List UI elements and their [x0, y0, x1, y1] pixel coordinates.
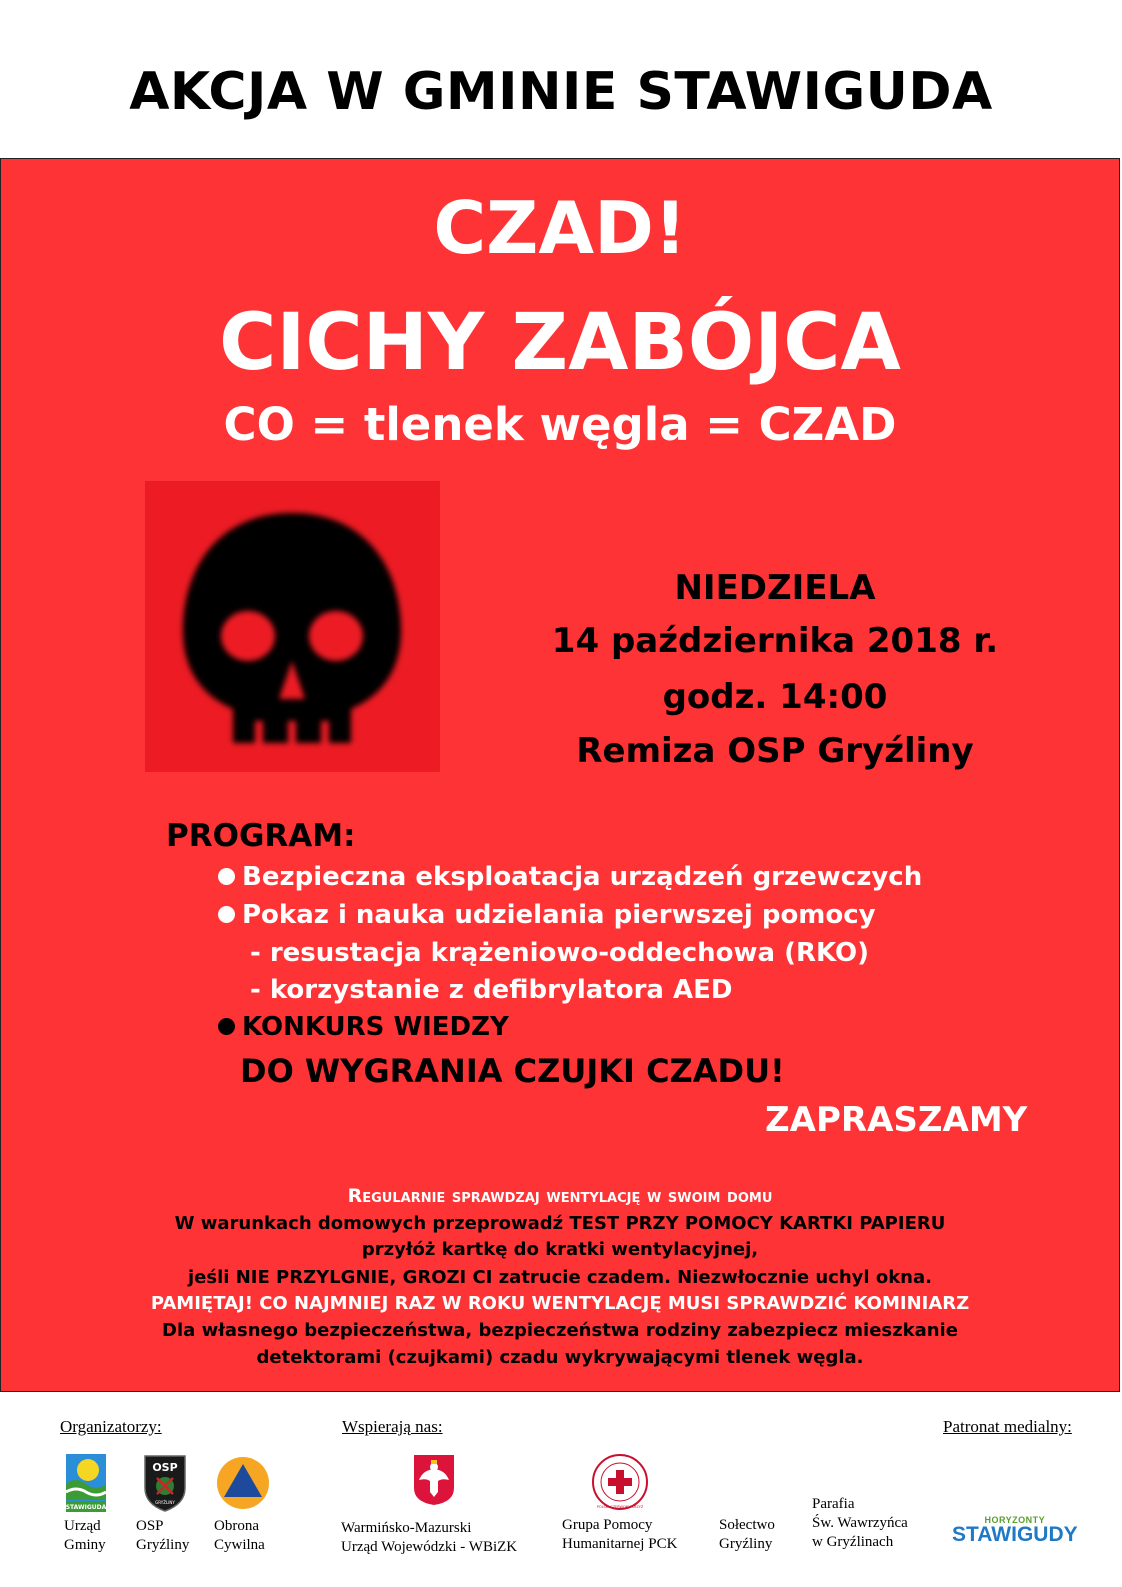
supporters-label: Wspierają nas:	[342, 1417, 443, 1436]
svg-text:POLSKI CZERWONY KRZYŻ: POLSKI CZERWONY KRZYŻ	[596, 1505, 644, 1509]
info-line: jeśli NIE PRZYLGNIE, GROZI CI zatrucie czadem. Niezwłocznie uchyl okna.	[188, 1267, 932, 1288]
info-line: PAMIĘTAJ! CO NAJMNIEJ RAZ W ROKU WENTYLACJĘ MUSI SPRAWDZIĆ KOMINIARZ	[150, 1293, 970, 1314]
bullet-icon	[218, 1018, 235, 1035]
program-subitem: - resustacja krążeniowo-oddechowa (RKO)	[250, 938, 870, 968]
pck-red-cross-logo	[591, 1453, 649, 1515]
organizers-label: Organizatorzy:	[60, 1417, 162, 1436]
program-item: Pokaz i nauka udzielania pierwszej pomocy	[218, 900, 876, 930]
skull-image	[145, 481, 440, 772]
skull-icon	[145, 481, 440, 772]
program-item: Bezpieczna eksploatacja urządzeń grzewczych	[218, 862, 922, 892]
program-item: KONKURS WIEDZY	[218, 1012, 509, 1042]
event-day: NIEDZIELA	[674, 568, 876, 608]
program-subitem: - korzystanie z defibrylatora AED	[250, 975, 733, 1005]
invite-text: ZAPRASZAMY	[765, 1100, 1028, 1140]
organizer-caption: Urząd Gminy	[64, 1518, 106, 1553]
stawiguda-logo	[66, 1454, 106, 1516]
supporter-caption: Grupa Pomocy Humanitarnej PCK	[562, 1517, 678, 1552]
hero-line-3: CO = tlenek węgla = CZAD	[223, 398, 897, 451]
supporter-caption: Sołectwo Gryźliny	[719, 1517, 775, 1552]
organizer-caption: Obrona Cywilna	[214, 1518, 265, 1553]
bullet-icon	[218, 906, 235, 923]
header	[0, 0, 1122, 160]
polish-eagle-emblem	[413, 1454, 455, 1510]
event-place: Remiza OSP Gryźliny	[576, 731, 974, 771]
event-time: godz. 14:00	[662, 677, 888, 717]
event-date: 14 października 2018 r.	[551, 621, 999, 661]
media-label: Patronat medialny:	[943, 1417, 1072, 1436]
svg-text:STAWIGUDA: STAWIGUDA	[66, 1504, 106, 1511]
info-line: Dla własnego bezpieczeństwa, bezpieczeństwa rodziny zabezpiecz mieszkanie	[162, 1320, 958, 1341]
info-line: detektorami (czujkami) czadu wykrywającymi tlenek węgla.	[256, 1347, 864, 1368]
svg-text:OSP: OSP	[152, 1461, 178, 1474]
bullet-icon	[218, 868, 235, 885]
horyzonty-stawigudy-logo: HORYZONTY STAWIGUDY	[952, 1515, 1078, 1546]
supporter-caption: Parafia Św. Wawrzyńca w Gryźlinach	[812, 1496, 908, 1550]
civil-defense-logo	[216, 1456, 270, 1514]
osp-logo	[141, 1454, 189, 1516]
info-line: Regularnie sprawdzaj wentylację w swoim domu	[347, 1185, 773, 1207]
info-line: przyłóż kartkę do kratki wentylacyjnej,	[361, 1239, 759, 1260]
hero-line-2: CICHY ZABÓJCA	[219, 298, 901, 388]
prize-text: DO WYGRANIA CZUJKI CZADU!	[240, 1052, 785, 1090]
program-title: PROGRAM:	[166, 818, 356, 854]
hero-line-1: CZAD!	[433, 186, 687, 270]
organizer-caption: OSP Gryźliny	[136, 1518, 190, 1553]
svg-text:GRYŹLINY: GRYŹLINY	[155, 1500, 175, 1505]
supporter-caption: Warmińsko-Mazurski Urząd Wojewódzki - WBiZK	[341, 1520, 518, 1555]
info-line: W warunkach domowych przeprowadź TEST PRZY POMOCY KARTKI PAPIERU	[174, 1213, 946, 1234]
page-title: AKCJA W GMINIE STAWIGUDA	[129, 62, 993, 122]
